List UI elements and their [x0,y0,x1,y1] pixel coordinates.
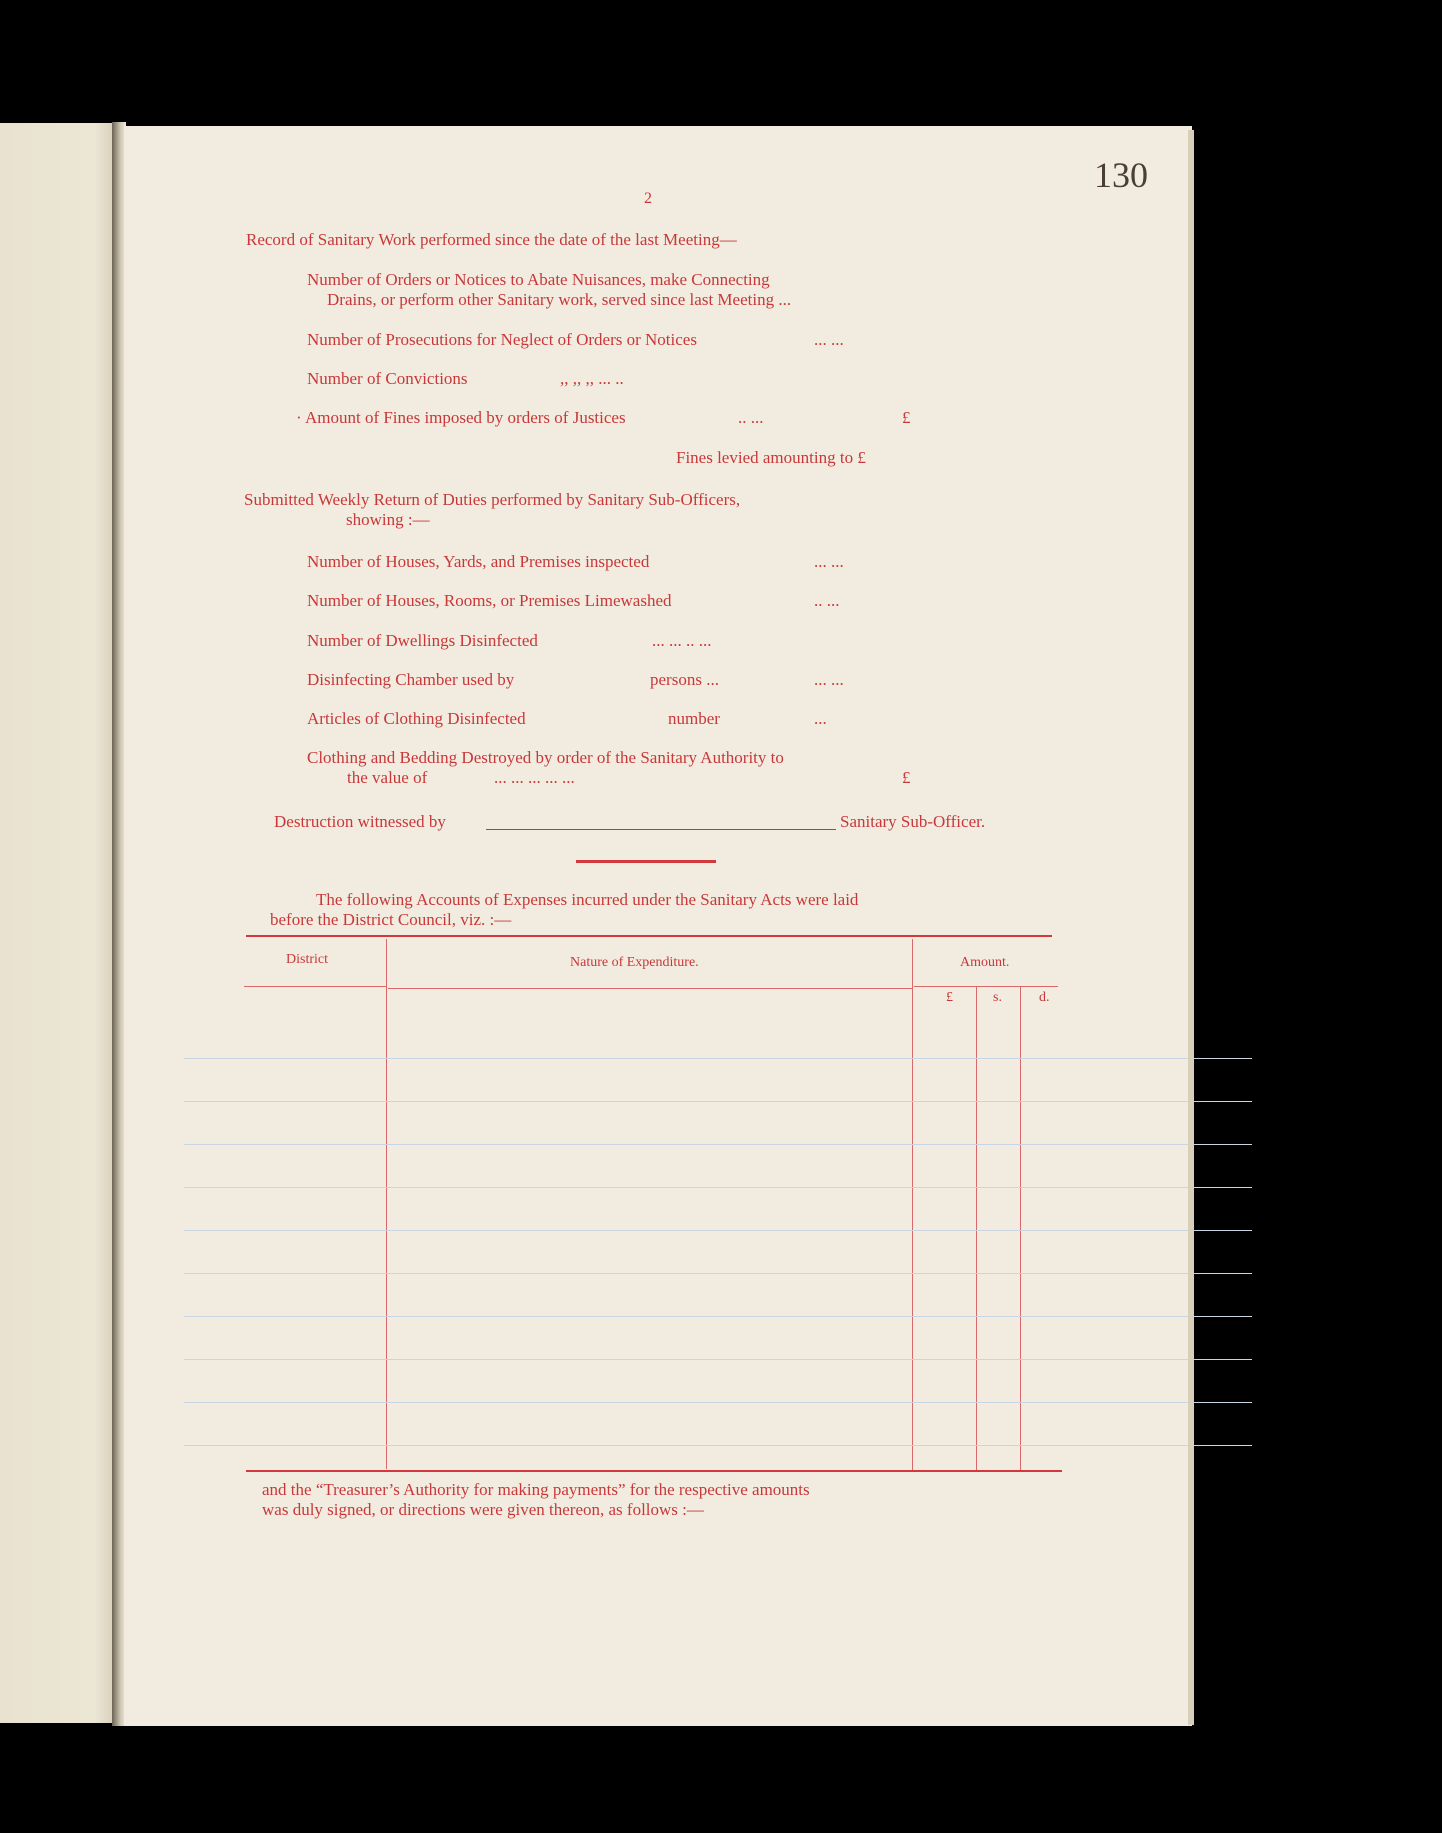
amount-header: Amount. [960,955,1010,970]
pounds-header: £ [946,990,953,1005]
nature-header-rule [388,988,912,989]
district-column-rule [386,939,387,1469]
table-row [184,1058,1252,1059]
center-number: 2 [644,190,652,207]
clothing-destroyed-pound: £ [902,768,911,787]
accounts-line1: The following Accounts of Expenses incurred under the Sanitary Acts were laid [316,890,859,909]
fines-dots: .. ... [738,408,764,427]
disinfected-label: Number of Dwellings Disinfected [307,631,538,650]
footer-line1: and the “Treasurer’s Authority for making payments” for the respective amounts [262,1480,810,1499]
nature-column-rule [912,939,913,1470]
table-row [184,1359,1252,1360]
pence-header: d. [1039,990,1050,1005]
witness-signature-line [486,829,836,830]
left-page [0,123,118,1723]
clothing-destroyed-line2: the value of [347,768,428,787]
limewashed-dots: .. ... [814,591,840,610]
amount-header-rule [914,986,1058,987]
prosecutions-label: Number of Prosecutions for Neglect of Orders or Notices [307,330,697,349]
table-row [184,1144,1252,1145]
chamber-dots: ... ... [814,670,844,689]
table-row [184,1273,1252,1274]
section-divider [576,860,716,863]
clothing-number: number [668,709,720,728]
submitted-line2: showing :— [346,510,430,529]
orders-line1: Number of Orders or Notices to Abate Nuisances, make Connecting [307,270,770,289]
destruction-label: Destruction witnessed by [274,812,446,831]
district-header-rule [244,986,386,987]
fines-label: · Amount of Fines imposed by orders of Justices [296,408,626,427]
chamber-label: Disinfecting Chamber used by [307,670,515,689]
fines-levied: Fines levied amounting to £ [676,448,866,467]
page-edge [1188,130,1194,1725]
chamber-persons: persons ... [650,670,719,689]
sanitary-sub-officer: Sanitary Sub-Officer. [840,812,986,831]
houses-inspected-label: Number of Houses, Yards, and Premises inspected [307,552,650,571]
clothing-destroyed-line1: Clothing and Bedding Destroyed by order of the Sanitary Authority to [307,748,784,767]
table-row [184,1230,1252,1231]
clothing-destroyed-dots: ... ... ... ... ... [494,768,575,787]
table-row [184,1316,1252,1317]
houses-inspected-dots: ... ... [814,552,844,571]
shillings-header: s. [993,990,1002,1005]
submitted-line1: Submitted Weekly Return of Duties performed by Sanitary Sub-Officers, [244,490,741,509]
district-header: District [286,952,328,967]
table-top-rule [246,935,1052,937]
accounts-line2: before the District Council, viz. :— [270,910,512,929]
fines-pound: £ [902,408,911,427]
section-heading: Record of Sanitary Work performed since the date of the last Meeting— [246,230,737,249]
table-row [184,1187,1252,1188]
ledger-page [124,126,1192,1726]
convictions-label: Number of Convictions [307,369,468,388]
disinfected-dots: ... ... .. ... [652,631,712,650]
clothing-disinfected-label: Articles of Clothing Disinfected [307,709,526,728]
nature-header: Nature of Expenditure. [570,955,699,970]
convictions-dots: ,, ,, ,, ... .. [560,369,624,388]
clothing-disinfected-dots: ... [814,709,827,728]
limewashed-label: Number of Houses, Rooms, or Premises Limewashed [307,591,672,610]
orders-line2: Drains, or perform other Sanitary work, served since last Meeting ... [327,290,792,309]
table-row [184,1101,1252,1102]
prosecutions-dots: ... ... [814,330,844,349]
table-row [184,1402,1252,1403]
footer-line2: was duly signed, or directions were given thereon, as follows :— [262,1500,704,1519]
table-row [184,1445,1252,1446]
page-number: 130 [1094,155,1148,195]
table-bottom-rule [246,1470,1062,1472]
